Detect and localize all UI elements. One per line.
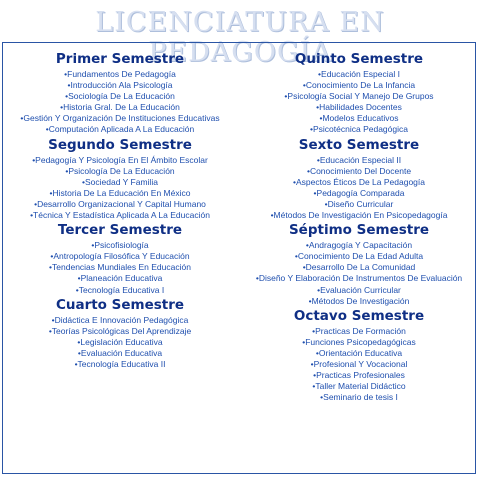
course-item: • Profesional Y Vocacional (240, 359, 478, 370)
course-item: • Sociología De La Educación (2, 91, 238, 102)
course-item: • Evaluación Curricular (240, 285, 478, 296)
course-item: • Legislación Educativa (2, 337, 238, 348)
course-item: • Tecnología Educativa I (2, 285, 238, 296)
semester-heading: Cuarto Semestre (55, 296, 185, 313)
course-item: • Andragogía Y Capacitación (240, 240, 478, 251)
semester-heading: Sexto Semestre (298, 136, 420, 153)
course-item: • Historia De La Educación En México (2, 188, 238, 199)
semester-block (2, 136, 238, 222)
course-item: • Educación Especial I (240, 69, 478, 80)
semester-block (240, 50, 478, 136)
semester-heading: Primer Semestre (55, 51, 185, 67)
course-item: • Gestión Y Organización De Instituciones Educativas (2, 113, 238, 124)
semester-block (2, 296, 238, 370)
course-item: • Planeación Educativa (2, 273, 238, 284)
course-item: • Historia Gral. De La Educación (2, 102, 238, 113)
semester-heading: Segundo Semestre (48, 136, 192, 153)
course-item: • Pedagogía Comparada (240, 188, 478, 199)
course-item: • Practicas Profesionales (240, 370, 478, 381)
semester-block (2, 50, 238, 136)
course-item: • Conocimiento De La Infancia (240, 80, 478, 91)
semester-heading: Tercer Semestre (57, 222, 183, 239)
course-item: • Técnica Y Estadística Aplicada A La Educación (2, 210, 238, 221)
course-item: • Tendencias Mundiales En Educación (2, 262, 238, 273)
course-item: • Educación Especial II (240, 155, 478, 166)
course-item: • Desarrollo De La Comunidad (240, 262, 478, 273)
semester-heading: Séptimo Semestre (288, 222, 430, 239)
course-item: • Antropología Filosófica Y Educación (2, 251, 238, 262)
course-item: • Evaluación Educativa (2, 348, 238, 359)
left-column (2, 50, 238, 370)
course-item: • Introducción Ala Psicología (2, 80, 238, 91)
semester-block (2, 221, 238, 295)
course-item: • Fundamentos De Pedagogía (2, 69, 238, 80)
course-item: • Taller Material Didáctico (240, 381, 478, 392)
course-item: • Desarrollo Organizacional Y Capital Humano (2, 199, 238, 210)
course-item: • Conocimiento Del Docente (240, 166, 478, 177)
course-item: • Didáctica E Innovación Pedagógica (2, 315, 238, 326)
course-item: • Métodos De Investigación (240, 296, 478, 307)
course-item: • Métodos De Investigación En Psicopedagogía (240, 210, 478, 221)
course-item: • Seminario de tesis I (240, 392, 478, 403)
course-item: • Funciones Psicopedagógicas (240, 337, 478, 348)
semester-heading: Quinto Semestre (294, 51, 424, 67)
semester-heading: Octavo Semestre (293, 307, 425, 324)
course-item: • Pedagogía Y Psicología En El Ámbito Escolar (2, 155, 238, 166)
page-title: LICENCIATURA EN PEDAGOGÍA (95, 7, 385, 68)
course-item: • Practicas De Formación (240, 326, 478, 337)
course-item: • Diseño Y Elaboración De Instrumentos De Evaluación (240, 273, 478, 284)
semester-block (240, 136, 478, 222)
course-item: • Computación Aplicada A La Educación (2, 124, 238, 135)
course-item: • Tecnología Educativa II (2, 359, 238, 370)
semester-block (240, 307, 478, 404)
course-item: • Psicofisiología (2, 240, 238, 251)
right-column (240, 50, 478, 403)
course-item: • Diseño Curricular (240, 199, 478, 210)
course-item: • Habilidades Docentes (240, 102, 478, 113)
course-item: • Psicotécnica Pedagógica (240, 124, 478, 135)
course-item: • Aspectos Éticos De La Pedagogía (240, 177, 478, 188)
course-item: • Sociedad Y Familia (2, 177, 238, 188)
course-item: • Psicología Social Y Manejo De Grupos (240, 91, 478, 102)
semester-block (240, 221, 478, 307)
course-item: • Orientación Educativa (240, 348, 478, 359)
course-item: • Psicología De La Educación (2, 166, 238, 177)
course-item: • Teorías Psicológicas Del Aprendizaje (2, 326, 238, 337)
course-item: • Modelos Educativos (240, 113, 478, 124)
course-item: • Conocimiento De La Edad Adulta (240, 251, 478, 262)
